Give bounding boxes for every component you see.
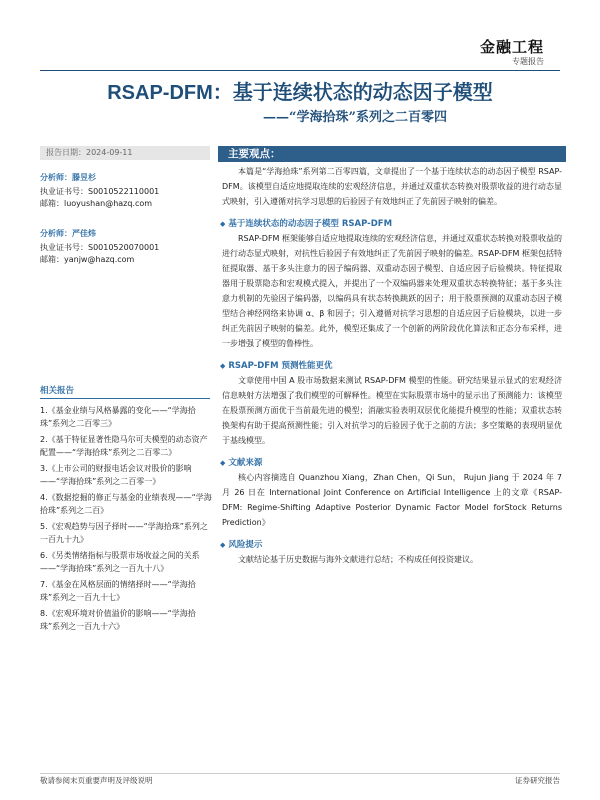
section-heading <box>218 217 566 229</box>
brand-title: 金融工程 <box>479 38 544 56</box>
section-paragraph: RSAP-DFM 框架能够自适应地提取连续的宏观经济信息，并通过双重状态转换对股票收益的进行动态显式映射，对抗性后验因子有效地纠正了先前因子映射的偏差。RSAP-DFM 框架包括特征提取器、基于多头注意力的因子编码器、双重动态因子模型、自适应因子后验模块。特征提取器用于股票隐态和宏观模式提入，并提出了一个双编码器来处理双重状态转换特征；基于多头注意力机制的先验因子编码器，以编码具有状态转换跳跃的因子；用于股票预测的双重动态因子模型结合神经网络来协调 α、β 和因子；引入遵循对抗学习思想的自适应因子后验模块，以进一步纠正先前因子映射的偏差。此外，模型还集成了一个创新的两阶段优化算法和正态分布采样，进一步增强了模型的鲁棒性。 <box>222 234 562 348</box>
analyst-email[interactable]: 邮箱：yanjw@hazq.com <box>40 255 135 264</box>
analyst-name: 分析师：滕昱杉 <box>40 173 96 182</box>
section-heading-text: RSAP-DFM 预测性能更优 <box>228 361 333 371</box>
section-heading-text: 风险提示 <box>228 540 263 550</box>
related-report-item[interactable]: 6.《另类情绪指标与股票市场收益之间的关系——“学海拾珠”系列之一百九十八》 <box>40 551 200 573</box>
related-report-item[interactable]: 2.《基于特征显著性隐马尔可夫模型的动态资产配置——“学海拾珠”系列之二百零二》 <box>40 435 208 457</box>
related-report-item[interactable]: 3.《上市公司的财报电话会议对股价的影响——“学海拾珠”系列之二百零一》 <box>40 464 192 486</box>
section-paragraph: 文章使用中国 A 股市场数据来测试 RSAP-DFM 模型的性能。研究结果显示显式的宏观经济信息映射方法增强了我们模型的可解释性。模型在实际股票市场中的显示出了预测能力：该模型在股票预测方面优于当前最先进的模型；消融实验表明双层优化能提升模型的性能；双重状态转换架构有助于提高预测性能；引入对抗学习的后验因子优于之前的方法；多空策略的表现明显优于基线模型。 <box>222 376 562 445</box>
analyst-name: 分析师：严佳炜 <box>40 229 96 238</box>
footer-disclaimer: 敬请参阅末页重要声明及评级说明 <box>40 776 153 785</box>
section-paragraph: 文献结论基于历史数据与海外文献进行总结；不构成任何投资建议。 <box>238 555 478 564</box>
page-subtitle: ——“学海拾珠”系列之二百零四 <box>263 110 447 125</box>
section-heading <box>218 538 566 550</box>
viewpoint-heading: 主要观点： <box>218 146 566 162</box>
main-content <box>218 146 566 567</box>
diamond-icon: ◆ <box>220 362 226 370</box>
analyst-block <box>40 228 210 266</box>
related-report-item[interactable]: 7.《基金在风格层面的情绪择时——“学海拾珠”系列之一百九十七》 <box>40 580 196 602</box>
left-sidebar <box>40 146 210 284</box>
related-report-item[interactable]: 8.《宏观环境对价值溢价的影响——“学海拾珠”系列之一百九十六》 <box>40 609 196 631</box>
footer-divider <box>40 773 560 774</box>
diamond-icon: ◆ <box>220 459 226 467</box>
section-paragraph: 核心内容摘选自 Quanzhou Xiang，Zhan Chen，Qi Sun， Rujun Jiang 于 2024 年 7 月 26 日在 International Joint Conference on Artificial Intelligence 上的文章《RSAP-DFM: Regime-Shifting Adaptive Posterior Dynamic Factor Model forStock Returns Prediction》 <box>222 473 562 527</box>
analyst-cert: 执业证书号：S0010522110001 <box>40 187 160 196</box>
section-heading-text: 基于连续状态的动态因子模型 RSAP-DFM <box>228 219 393 229</box>
related-report-item[interactable]: 1.《基金业绩与风格暴露的变化——“学海拾珠”系列之二百零三》 <box>40 406 196 428</box>
related-report-item[interactable]: 4.《数据挖掘的修正与基金的业绩表现——“学海拾珠”系列之二百》 <box>40 493 212 515</box>
related-reports-heading: 相关报告 <box>40 384 210 399</box>
report-date: 报告日期：2024-09-11 <box>40 146 210 160</box>
diamond-icon: ◆ <box>220 541 226 549</box>
header-divider <box>40 70 560 71</box>
section-heading <box>218 456 566 468</box>
report-type: 专题报告 <box>512 57 544 66</box>
analyst-cert: 执业证书号：S0010520070001 <box>40 243 160 252</box>
footer-label: 证券研究报告 <box>515 776 560 785</box>
related-reports-list <box>40 404 212 636</box>
page-title: RSAP-DFM：基于连续状态的动态因子模型 <box>107 82 493 104</box>
section-heading-text: 文献来源 <box>228 458 263 468</box>
analyst-email[interactable]: 邮箱：luoyushan@hazq.com <box>40 199 153 208</box>
analyst-block <box>40 172 210 210</box>
intro-paragraph: 本篇是“学海拾珠”系列第二百零四篇，文章提出了一个基于连续状态的动态因子模型 RSAP-DFM。该模型自适应地提取连续的宏观经济信息，并通过双重状态转换对股票收益的进行动态显式映射，引入遵循对抗学习思想的后验因子有效地纠正了先前因子映射的偏差。 <box>222 167 562 206</box>
related-report-item[interactable]: 5.《宏观趋势与因子择时——“学海拾珠”系列之一百九十九》 <box>40 522 208 544</box>
diamond-icon: ◆ <box>220 220 226 228</box>
section-heading <box>218 359 566 371</box>
